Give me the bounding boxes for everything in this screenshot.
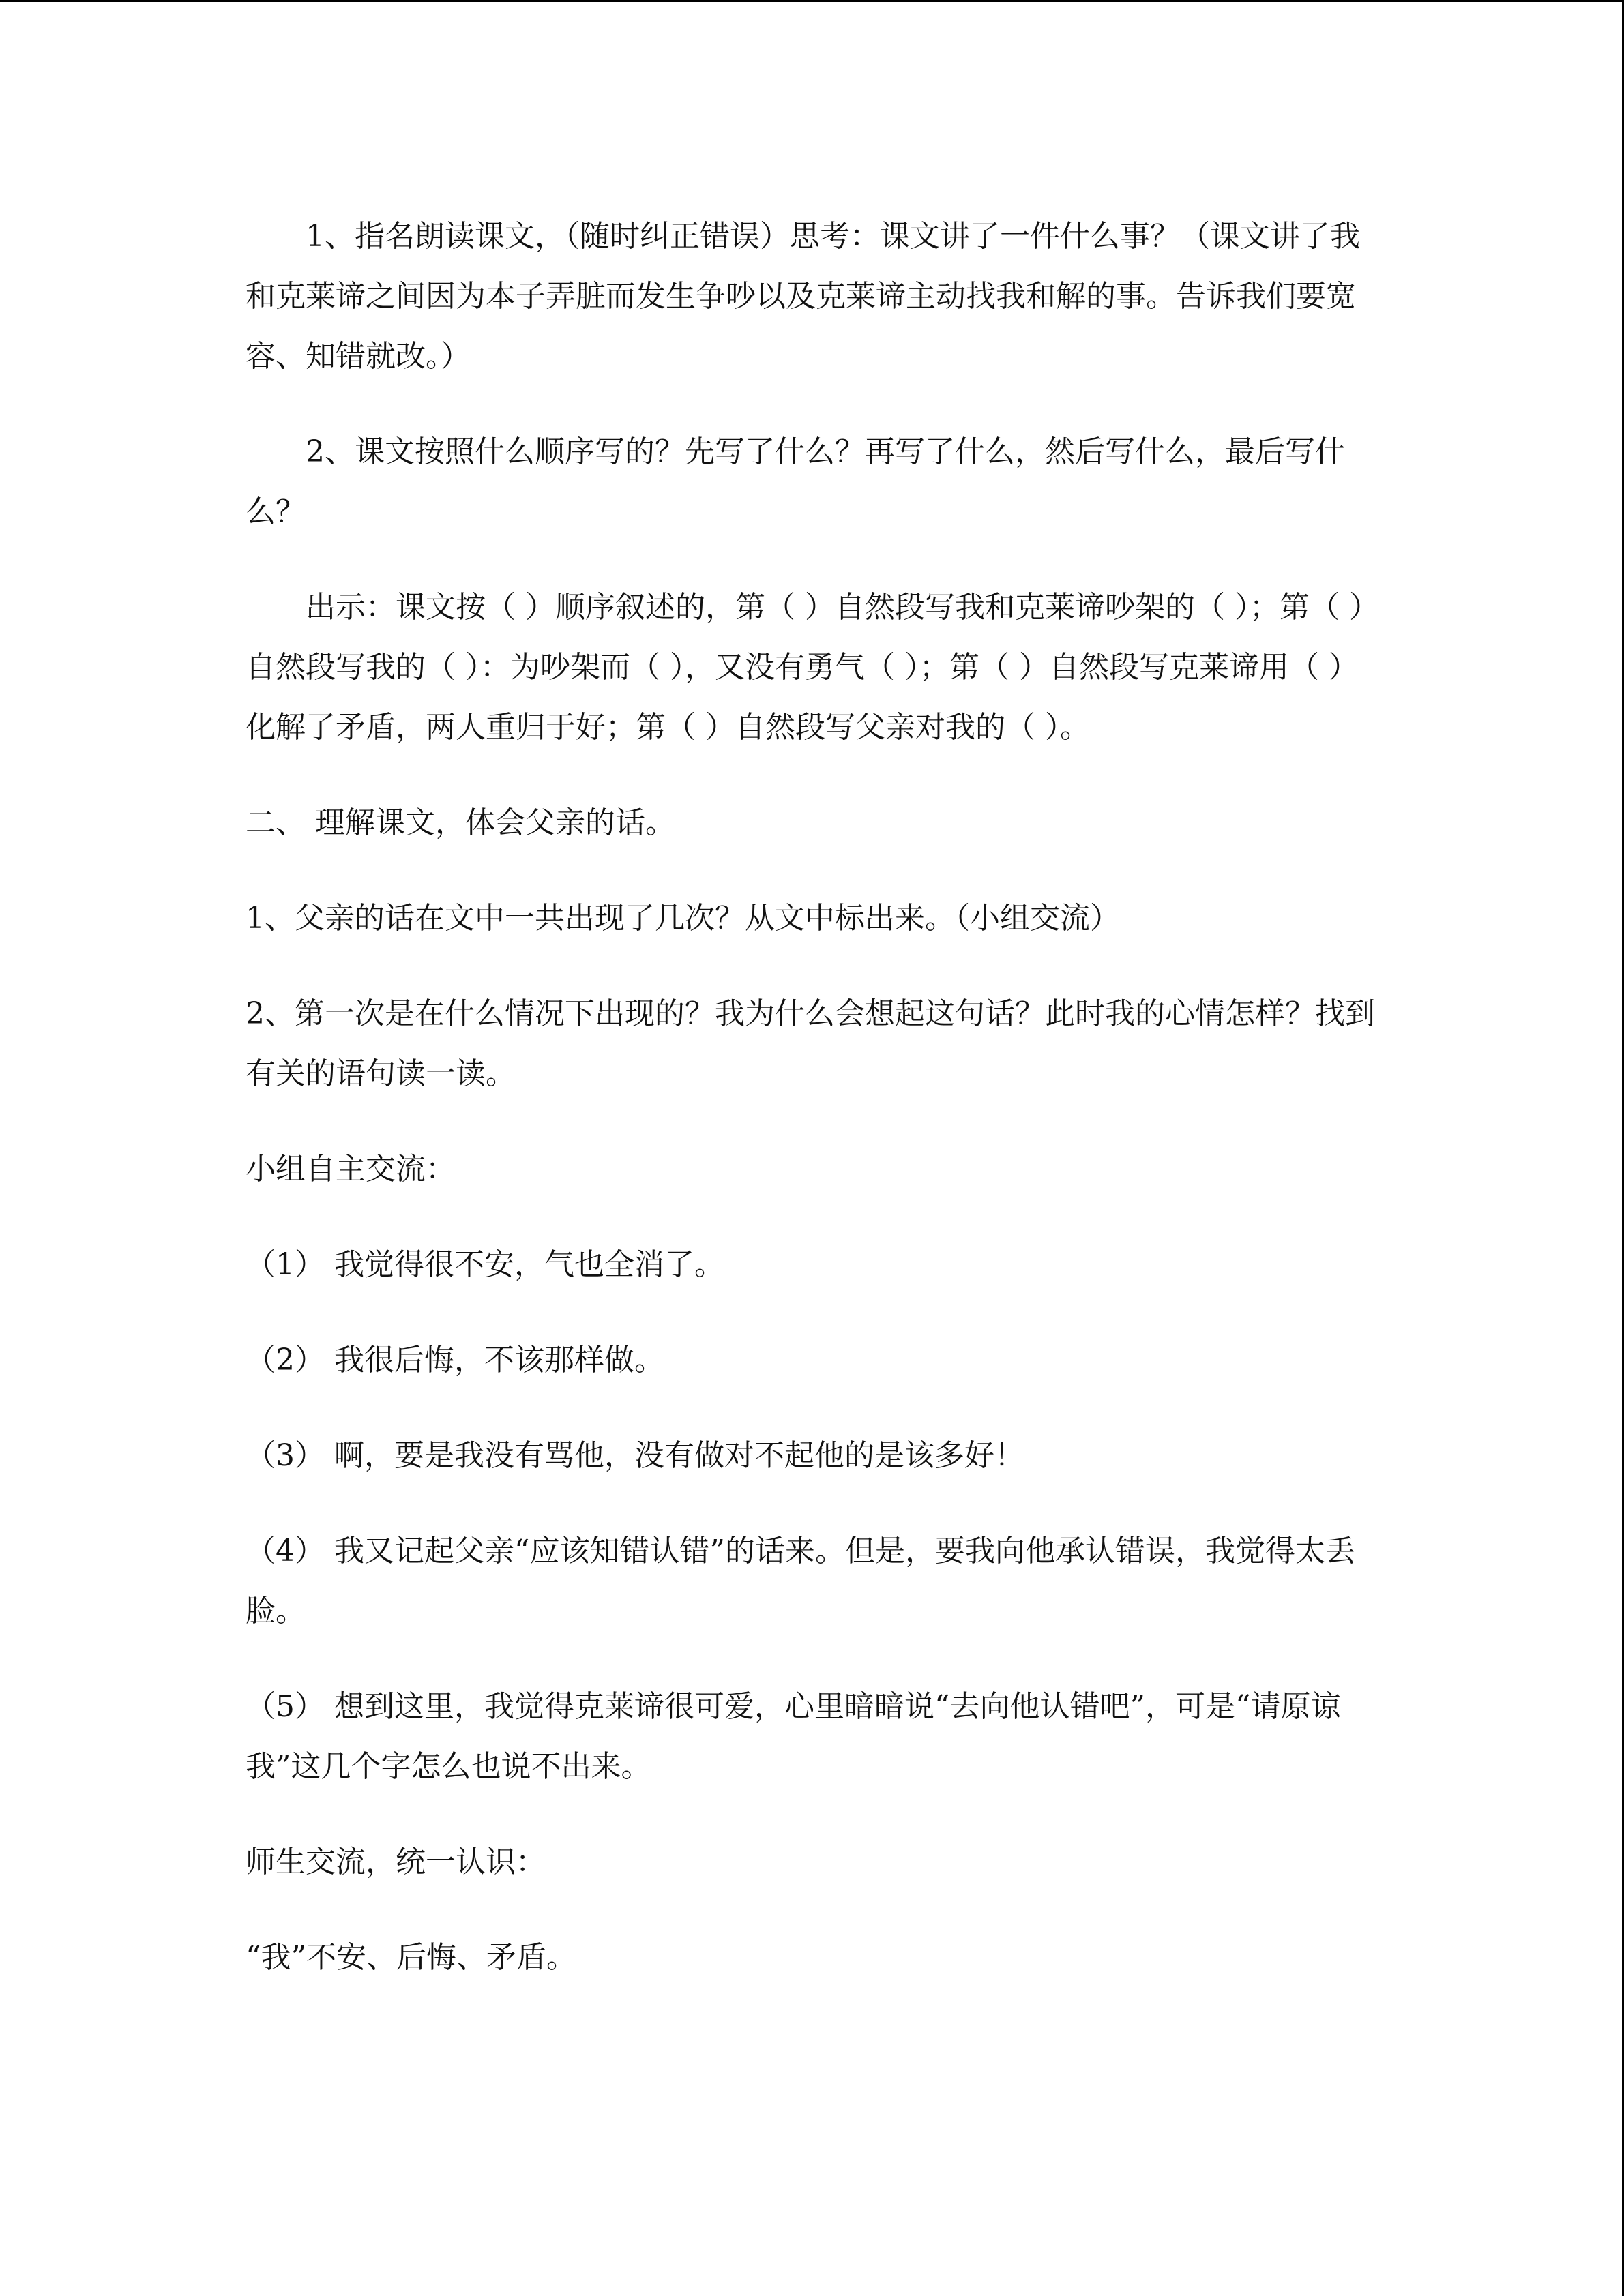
list-item-1: （1） 我觉得很不安，气也全消了。 [246, 1247, 724, 1282]
paragraph-7: 小组自主交流： [246, 1152, 456, 1187]
paragraph-1: 1、指名朗读课文，（随时纠正错误）思考：课文讲了一件什么事？（课文讲了我和克莱谛之间因为本子弄脏而发生争吵以及克莱谛主动找我和解的事。告诉我们要宽容、知错就改。） [246, 219, 1360, 374]
document-body [246, 207, 1378, 1988]
list-item-3: （3） 啊，要是我没有骂他，没有做对不起他的是该多好！ [246, 1438, 1024, 1473]
list-item-4: （4） 我又记起父亲“应该知错认错”的话来。但是，要我向他承认错误，我觉得太丢脸。 [246, 1534, 1355, 1628]
list-item-2: （2） 我很后悔，不该那样做。 [246, 1343, 664, 1377]
paragraph-2: 2、课文按照什么顺序写的？先写了什么？再写了什么，然后写什么，最后写什么？ [246, 434, 1345, 529]
paragraph-5: 1、父亲的话在文中一共出现了几次？从文中标出来。（小组交流） [246, 901, 1120, 936]
paragraph-14: “我”不安、后悔、矛盾。 [246, 1940, 576, 1975]
paragraph-13: 师生交流，统一认识： [246, 1845, 546, 1879]
section-heading: 二、 理解课文，体会父亲的话。 [246, 805, 675, 840]
paragraph-3: 出示：课文按（ ）顺序叙述的，第（ ）自然段写我和克莱谛吵架的（ ）；第（ ）自然段写我的（ ）：为吵架而（ ），又没有勇气（ ）；第（ ）自然段写克莱谛用（ ）化解了矛盾，两人重归于好；第（ ）自然段写父亲对我的（ ）。 [246, 590, 1364, 745]
paragraph-6: 2、第一次是在什么情况下出现的？我为什么会想起这句话？此时我的心情怎样？找到有关的语句读一读。 [246, 996, 1375, 1091]
list-item-5: （5） 想到这里，我觉得克莱谛很可爱，心里暗暗说“去向他认错吧”，可是“请原谅我”这几个字怎么也说不出来。 [246, 1689, 1341, 1784]
